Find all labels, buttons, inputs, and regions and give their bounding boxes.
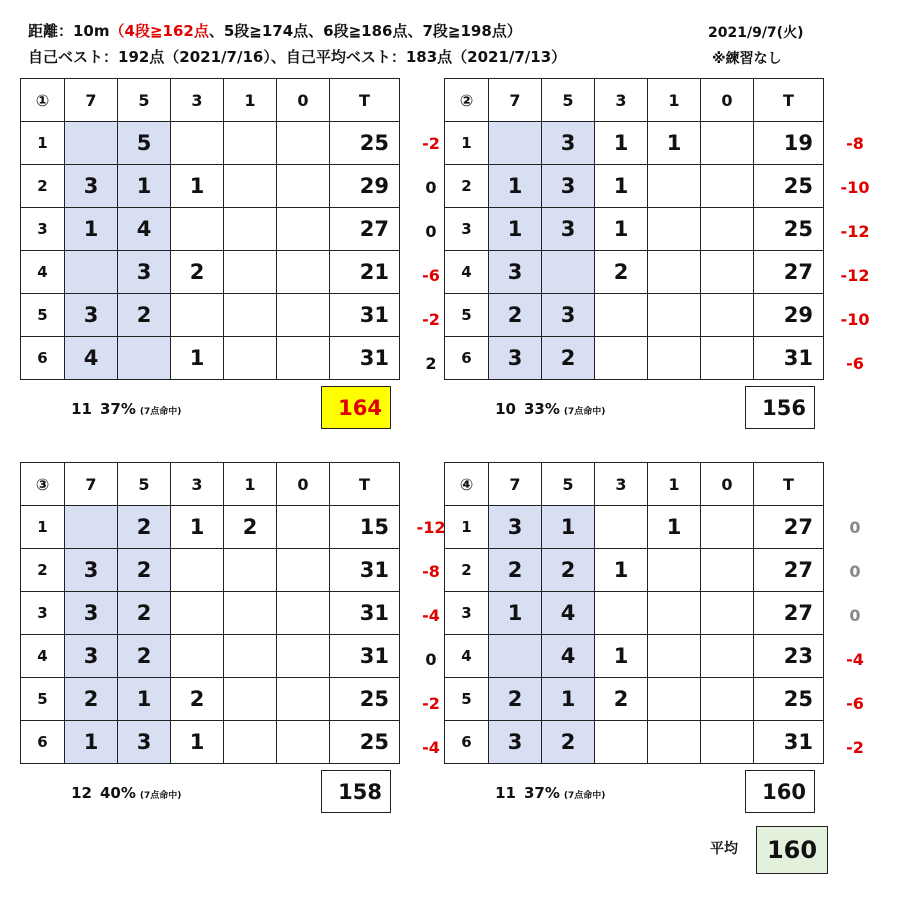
column-header: 5 xyxy=(118,463,171,506)
round-3-block xyxy=(20,462,460,862)
end-total: 31 xyxy=(330,294,400,337)
hit-stats xyxy=(482,400,605,418)
count-c7: 3 xyxy=(65,165,118,208)
round-1-block xyxy=(20,78,460,478)
end-total: 31 xyxy=(330,592,400,635)
count-c0 xyxy=(277,337,330,380)
end-number: 3 xyxy=(21,208,65,251)
column-header: 1 xyxy=(648,79,701,122)
end-number: 6 xyxy=(21,337,65,380)
seven-hit-count: 12 xyxy=(71,784,92,802)
count-c7: 1 xyxy=(489,592,542,635)
count-c3: 1 xyxy=(171,165,224,208)
count-c1 xyxy=(224,122,277,165)
hit-note: (7点命中) xyxy=(563,791,606,801)
end-delta: 0 xyxy=(849,606,861,625)
grade-4-threshold: （4段≧162点 xyxy=(109,22,209,40)
count-c5: 4 xyxy=(118,208,171,251)
count-c0 xyxy=(701,506,754,549)
end-delta: -12 xyxy=(840,266,870,285)
count-c7 xyxy=(489,635,542,678)
end-row xyxy=(21,251,400,294)
end-number: 5 xyxy=(21,678,65,721)
count-c7: 2 xyxy=(489,678,542,721)
count-c1: 1 xyxy=(648,506,701,549)
end-row xyxy=(445,294,824,337)
count-c7 xyxy=(65,506,118,549)
count-c3: 2 xyxy=(171,678,224,721)
count-c1 xyxy=(648,337,701,380)
count-c7: 3 xyxy=(489,506,542,549)
count-c1 xyxy=(648,678,701,721)
end-row xyxy=(21,208,400,251)
practice-note: ※練習なし xyxy=(712,51,782,67)
count-c1 xyxy=(648,549,701,592)
end-delta: -2 xyxy=(422,694,440,713)
end-number: 5 xyxy=(445,294,489,337)
count-c7: 2 xyxy=(489,294,542,337)
end-total: 31 xyxy=(754,337,824,380)
end-delta: 0 xyxy=(425,222,437,241)
count-c7: 4 xyxy=(65,337,118,380)
end-delta: 0 xyxy=(849,562,861,581)
count-c5: 3 xyxy=(542,122,595,165)
end-delta: -12 xyxy=(416,518,446,537)
column-header: 3 xyxy=(595,79,648,122)
end-delta: -12 xyxy=(840,222,870,241)
count-c5: 2 xyxy=(542,721,595,764)
count-c7: 1 xyxy=(489,165,542,208)
round-total: 164 xyxy=(321,386,391,429)
count-c1 xyxy=(224,592,277,635)
count-c0 xyxy=(701,208,754,251)
end-number: 3 xyxy=(445,592,489,635)
count-c5: 3 xyxy=(118,721,171,764)
end-number: 3 xyxy=(21,592,65,635)
count-c3 xyxy=(171,294,224,337)
end-number: 1 xyxy=(445,122,489,165)
column-header: 5 xyxy=(542,79,595,122)
count-c1 xyxy=(224,165,277,208)
end-total: 15 xyxy=(330,506,400,549)
end-row xyxy=(445,678,824,721)
round-4-block xyxy=(444,462,884,862)
count-c5: 2 xyxy=(542,337,595,380)
hit-percent: 37% xyxy=(524,784,560,802)
end-total: 31 xyxy=(330,635,400,678)
end-number: 6 xyxy=(445,337,489,380)
average-label: 平均 xyxy=(710,841,738,857)
count-c7: 3 xyxy=(489,721,542,764)
score-table xyxy=(20,78,400,380)
count-c1 xyxy=(648,208,701,251)
end-total: 25 xyxy=(330,678,400,721)
average-score: 160 xyxy=(756,826,828,874)
column-header: 7 xyxy=(489,463,542,506)
end-row xyxy=(445,635,824,678)
end-delta: 0 xyxy=(849,518,861,537)
count-c5: 3 xyxy=(542,294,595,337)
end-total: 27 xyxy=(330,208,400,251)
score-table xyxy=(444,462,824,764)
end-delta: -6 xyxy=(846,694,864,713)
count-c1 xyxy=(224,678,277,721)
count-c3: 1 xyxy=(171,721,224,764)
end-row xyxy=(21,294,400,337)
column-header: T xyxy=(754,463,824,506)
end-number: 2 xyxy=(445,165,489,208)
count-c3 xyxy=(595,721,648,764)
score-table xyxy=(444,78,824,380)
end-row xyxy=(445,122,824,165)
count-c0 xyxy=(701,251,754,294)
count-c1: 1 xyxy=(648,122,701,165)
count-c0 xyxy=(277,251,330,294)
count-c5: 3 xyxy=(542,165,595,208)
column-header: T xyxy=(754,79,824,122)
end-delta: -6 xyxy=(422,266,440,285)
round-mark: ② xyxy=(445,79,489,122)
end-delta: 0 xyxy=(425,650,437,669)
count-c7: 1 xyxy=(489,208,542,251)
count-c1 xyxy=(648,592,701,635)
count-c3: 1 xyxy=(171,337,224,380)
end-total: 31 xyxy=(754,721,824,764)
column-header: 0 xyxy=(277,463,330,506)
seven-hit-count: 10 xyxy=(495,400,516,418)
round-mark: ③ xyxy=(21,463,65,506)
column-header: 0 xyxy=(701,463,754,506)
column-header: 3 xyxy=(171,463,224,506)
round-mark: ① xyxy=(21,79,65,122)
count-c7: 1 xyxy=(65,208,118,251)
count-c1 xyxy=(224,337,277,380)
column-header: 0 xyxy=(701,79,754,122)
end-delta: -4 xyxy=(422,738,440,757)
round-2-block xyxy=(444,78,884,478)
column-header: 0 xyxy=(277,79,330,122)
count-c3 xyxy=(171,592,224,635)
column-header: 3 xyxy=(171,79,224,122)
end-total: 31 xyxy=(330,549,400,592)
count-c3: 2 xyxy=(171,251,224,294)
count-c3: 1 xyxy=(595,208,648,251)
hit-stats xyxy=(482,784,605,802)
count-c5 xyxy=(542,251,595,294)
column-header: 7 xyxy=(65,79,118,122)
end-delta: -2 xyxy=(422,134,440,153)
count-c3: 1 xyxy=(171,506,224,549)
end-total: 29 xyxy=(330,165,400,208)
end-delta: -10 xyxy=(840,178,870,197)
header-row xyxy=(445,463,824,506)
column-header: 1 xyxy=(224,463,277,506)
count-c3 xyxy=(595,337,648,380)
count-c3 xyxy=(171,208,224,251)
count-c7: 3 xyxy=(489,337,542,380)
count-c0 xyxy=(701,635,754,678)
end-total: 25 xyxy=(754,208,824,251)
count-c5: 2 xyxy=(118,549,171,592)
column-header: 7 xyxy=(489,79,542,122)
count-c5: 2 xyxy=(118,592,171,635)
end-number: 1 xyxy=(445,506,489,549)
count-c3: 1 xyxy=(595,122,648,165)
count-c7: 3 xyxy=(489,251,542,294)
end-delta: -4 xyxy=(422,606,440,625)
count-c1 xyxy=(648,251,701,294)
count-c0 xyxy=(701,592,754,635)
count-c7 xyxy=(65,251,118,294)
count-c5 xyxy=(118,337,171,380)
header-row xyxy=(21,79,400,122)
count-c1 xyxy=(224,294,277,337)
count-c1 xyxy=(224,549,277,592)
count-c1 xyxy=(224,208,277,251)
end-number: 5 xyxy=(21,294,65,337)
count-c5: 2 xyxy=(118,506,171,549)
count-c1 xyxy=(648,635,701,678)
column-header: 1 xyxy=(648,463,701,506)
count-c0 xyxy=(277,294,330,337)
end-total: 27 xyxy=(754,592,824,635)
count-c5: 3 xyxy=(118,251,171,294)
end-row xyxy=(445,721,824,764)
end-number: 2 xyxy=(445,549,489,592)
count-c0 xyxy=(701,549,754,592)
end-number: 1 xyxy=(21,122,65,165)
end-row xyxy=(445,549,824,592)
hit-percent: 33% xyxy=(524,400,560,418)
header-row xyxy=(21,463,400,506)
round-mark: ④ xyxy=(445,463,489,506)
count-c0 xyxy=(701,294,754,337)
end-number: 1 xyxy=(21,506,65,549)
end-delta: -8 xyxy=(846,134,864,153)
end-delta: -6 xyxy=(846,354,864,373)
end-total: 19 xyxy=(754,122,824,165)
count-c0 xyxy=(277,678,330,721)
grade-thresholds: 、5段≧174点、6段≧186点、7段≧198点） xyxy=(208,22,522,40)
count-c3 xyxy=(595,506,648,549)
count-c0 xyxy=(701,337,754,380)
end-delta: -2 xyxy=(422,310,440,329)
count-c3 xyxy=(595,592,648,635)
count-c7: 1 xyxy=(65,721,118,764)
end-total: 25 xyxy=(330,721,400,764)
end-delta: 2 xyxy=(425,354,437,373)
distance-header xyxy=(28,20,522,41)
count-c3 xyxy=(171,122,224,165)
hit-stats xyxy=(58,784,181,802)
round-total: 160 xyxy=(745,770,815,813)
end-row xyxy=(21,721,400,764)
end-delta: -10 xyxy=(840,310,870,329)
session-date: 2021/9/7(火) xyxy=(708,25,804,41)
count-c7: 3 xyxy=(65,635,118,678)
hit-percent: 40% xyxy=(100,784,136,802)
count-c3 xyxy=(171,549,224,592)
column-header: 3 xyxy=(595,463,648,506)
count-c7 xyxy=(65,122,118,165)
count-c5: 2 xyxy=(118,635,171,678)
count-c1 xyxy=(224,635,277,678)
end-row xyxy=(21,592,400,635)
seven-hit-count: 11 xyxy=(71,400,92,418)
count-c5: 4 xyxy=(542,635,595,678)
end-total: 25 xyxy=(330,122,400,165)
count-c7: 3 xyxy=(65,549,118,592)
count-c5: 5 xyxy=(118,122,171,165)
hit-note: (7点命中) xyxy=(563,407,606,417)
end-total: 21 xyxy=(330,251,400,294)
end-row xyxy=(21,337,400,380)
count-c5: 3 xyxy=(542,208,595,251)
count-c1 xyxy=(648,294,701,337)
end-row xyxy=(21,678,400,721)
end-row xyxy=(21,165,400,208)
end-number: 6 xyxy=(445,721,489,764)
column-header: 5 xyxy=(118,79,171,122)
end-number: 2 xyxy=(21,165,65,208)
end-total: 23 xyxy=(754,635,824,678)
count-c0 xyxy=(277,549,330,592)
count-c5: 1 xyxy=(118,678,171,721)
round-total: 156 xyxy=(745,386,815,429)
end-number: 4 xyxy=(445,251,489,294)
count-c1 xyxy=(224,251,277,294)
end-row xyxy=(445,506,824,549)
count-c7: 2 xyxy=(489,549,542,592)
end-delta: -8 xyxy=(422,562,440,581)
end-row xyxy=(445,337,824,380)
count-c3: 1 xyxy=(595,549,648,592)
hit-note: (7点命中) xyxy=(139,407,182,417)
count-c5: 1 xyxy=(542,506,595,549)
end-number: 4 xyxy=(21,251,65,294)
end-number: 4 xyxy=(445,635,489,678)
count-c7: 3 xyxy=(65,592,118,635)
end-number: 5 xyxy=(445,678,489,721)
seven-hit-count: 11 xyxy=(495,784,516,802)
count-c5: 4 xyxy=(542,592,595,635)
count-c0 xyxy=(277,165,330,208)
end-row xyxy=(445,208,824,251)
hit-stats xyxy=(58,400,181,418)
end-number: 3 xyxy=(445,208,489,251)
end-delta: 0 xyxy=(425,178,437,197)
distance-label: 距離：10m xyxy=(28,22,110,40)
count-c0 xyxy=(277,635,330,678)
count-c5: 2 xyxy=(542,549,595,592)
count-c3: 2 xyxy=(595,251,648,294)
count-c7: 2 xyxy=(65,678,118,721)
count-c0 xyxy=(277,122,330,165)
count-c0 xyxy=(277,721,330,764)
count-c3 xyxy=(595,294,648,337)
end-total: 29 xyxy=(754,294,824,337)
end-total: 31 xyxy=(330,337,400,380)
end-row xyxy=(21,122,400,165)
personal-best: 自己ベスト：192点（2021/7/16）、自己平均ベスト：183点（2021/7/13） xyxy=(28,48,567,66)
count-c5: 2 xyxy=(118,294,171,337)
count-c0 xyxy=(701,678,754,721)
end-total: 25 xyxy=(754,165,824,208)
round-total: 158 xyxy=(321,770,391,813)
end-delta: -2 xyxy=(846,738,864,757)
count-c5: 1 xyxy=(542,678,595,721)
count-c3 xyxy=(171,635,224,678)
end-number: 2 xyxy=(21,549,65,592)
end-row xyxy=(21,635,400,678)
count-c3: 2 xyxy=(595,678,648,721)
count-c1 xyxy=(648,165,701,208)
column-header: T xyxy=(330,79,400,122)
column-header: 7 xyxy=(65,463,118,506)
count-c0 xyxy=(277,506,330,549)
hit-note: (7点命中) xyxy=(139,791,182,801)
end-row xyxy=(445,165,824,208)
end-row xyxy=(21,549,400,592)
end-delta: -4 xyxy=(846,650,864,669)
count-c0 xyxy=(701,165,754,208)
count-c1: 2 xyxy=(224,506,277,549)
column-header: 1 xyxy=(224,79,277,122)
end-row xyxy=(21,506,400,549)
end-total: 27 xyxy=(754,506,824,549)
count-c1 xyxy=(648,721,701,764)
count-c7 xyxy=(489,122,542,165)
end-total: 27 xyxy=(754,251,824,294)
end-row xyxy=(445,251,824,294)
header-row xyxy=(445,79,824,122)
count-c5: 1 xyxy=(118,165,171,208)
end-row xyxy=(445,592,824,635)
count-c0 xyxy=(701,122,754,165)
hit-percent: 37% xyxy=(100,400,136,418)
count-c0 xyxy=(277,208,330,251)
count-c7: 3 xyxy=(65,294,118,337)
count-c0 xyxy=(277,592,330,635)
end-total: 25 xyxy=(754,678,824,721)
end-total: 27 xyxy=(754,549,824,592)
end-number: 4 xyxy=(21,635,65,678)
column-header: 5 xyxy=(542,463,595,506)
end-number: 6 xyxy=(21,721,65,764)
score-table xyxy=(20,462,400,764)
count-c0 xyxy=(701,721,754,764)
count-c3: 1 xyxy=(595,635,648,678)
count-c1 xyxy=(224,721,277,764)
count-c3: 1 xyxy=(595,165,648,208)
column-header: T xyxy=(330,463,400,506)
